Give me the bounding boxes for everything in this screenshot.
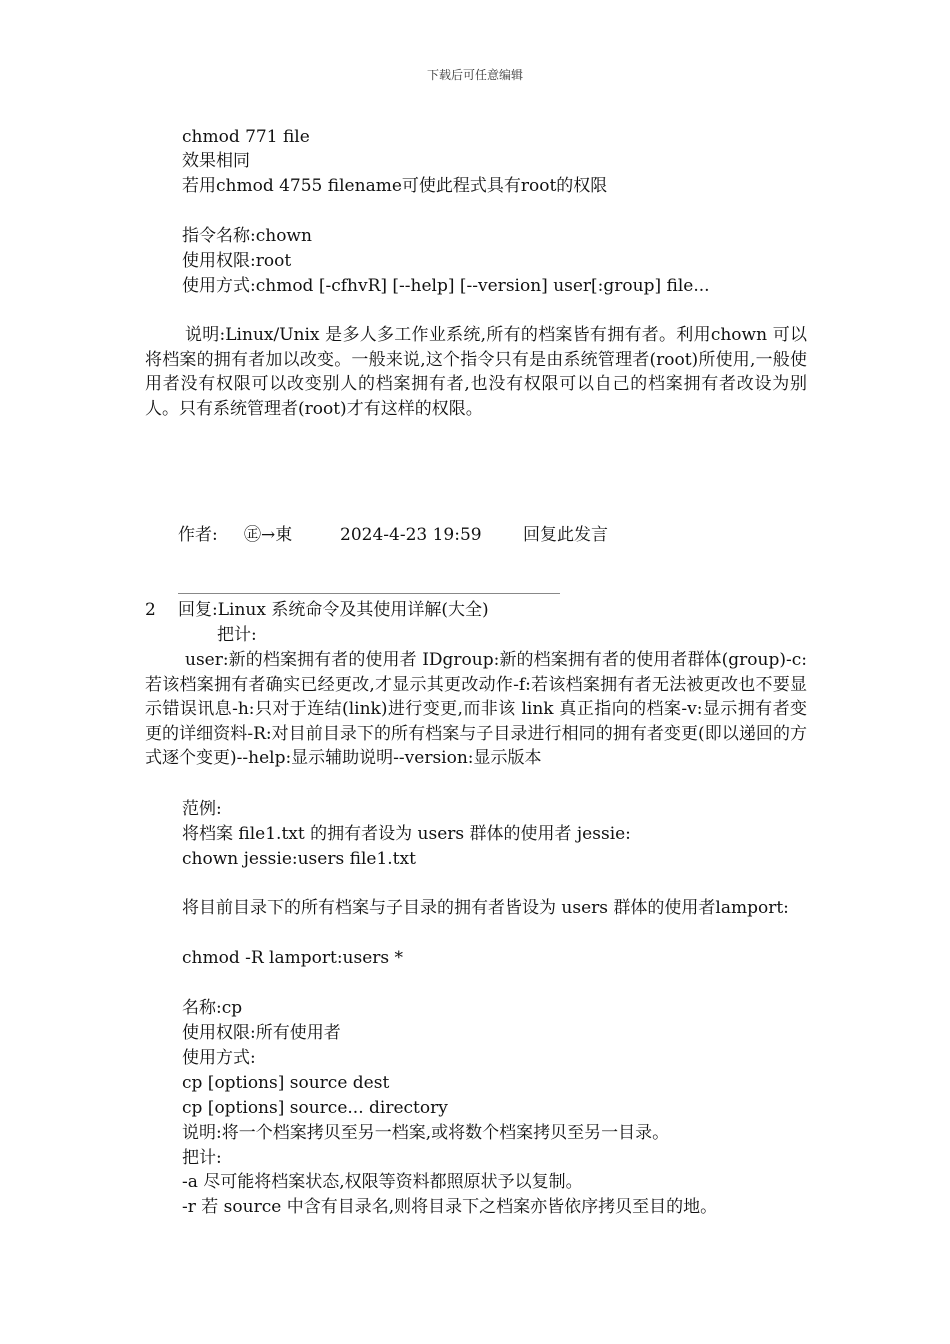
chmod-example-line: chmod 771 file bbox=[182, 127, 310, 147]
reply-number: 2 bbox=[145, 600, 156, 620]
cp-usage-2: cp [options] source... directory bbox=[182, 1098, 448, 1118]
cp-option-r: -r 若 source 中含有目录名,则将目录下之档案亦皆依序拷贝至目的地。 bbox=[182, 1197, 718, 1217]
same-effect-line: 效果相同 bbox=[182, 151, 250, 171]
example2-command: chmod -R lamport:users * bbox=[182, 948, 404, 968]
params-label: 把计: bbox=[217, 625, 257, 645]
chown-description: 说明:Linux/Unix 是多人多工作业系统,所有的档案皆有拥有者。利用chown 可以将档案的拥有者加以改变。一般来说,这个指令只有是由系统管理者(root)所使用,一般使用者没有权限可以改变别人的档案拥有者,也没有权限可以自己的档案拥有者改设为别人。只有系统管理者(root)才有这样的权限。 bbox=[145, 325, 807, 419]
reply-title: 回复:Linux 系统命令及其使用详解(大全) bbox=[178, 600, 489, 620]
example2-description: 将目前目录下的所有档案与子目录的拥有者皆设为 users 群体的使用者lamport: bbox=[182, 898, 789, 918]
page-header: 下载后可任意编辑 bbox=[426, 68, 523, 82]
cp-params-label: 把计: bbox=[182, 1148, 222, 1168]
author-name: ㊣→東 bbox=[244, 525, 293, 545]
example1-command: chown jessie:users file1.txt bbox=[182, 849, 416, 869]
post-timestamp: 2024-4-23 19:59 bbox=[340, 525, 482, 545]
reply-divider bbox=[178, 593, 560, 594]
command-name-line: 指令名称:chown bbox=[182, 226, 312, 246]
command-permission-line: 使用权限:root bbox=[182, 251, 292, 271]
author-label: 作者: bbox=[178, 525, 218, 545]
cp-usage-label: 使用方式: bbox=[182, 1048, 256, 1068]
command-usage-line: 使用方式:chmod [-cfhvR] [--help] [--version] user[:group] file... bbox=[182, 276, 710, 296]
chown-params-description: user:新的档案拥有者的使用者 IDgroup:新的档案拥有者的使用者群体(group)-c:若该档案拥有者确实已经更改,才显示其更改动作-f:若该档案拥有者无法被更改也不要显示错误讯息-h:只对于连结(link)进行变更,而非该 link 真正指向的档案-v:显示拥有者变更的详细资料-R:对目前目录下的所有档案与子目录进行相同的拥有者变更(即以递回的方式逐个变更)--help:显示辅助说明--version:显示版本 bbox=[145, 650, 807, 769]
cp-name: 名称:cp bbox=[182, 998, 243, 1018]
example1-description: 将档案 file1.txt 的拥有者设为 users 群体的使用者 jessie: bbox=[182, 824, 631, 844]
cp-usage-1: cp [options] source dest bbox=[182, 1073, 390, 1093]
reply-link[interactable]: 回复此发言 bbox=[523, 525, 608, 545]
chmod-root-line: 若用chmod 4755 filename可使此程式具有root的权限 bbox=[182, 176, 608, 196]
cp-description: 说明:将一个档案拷贝至另一档案,或将数个档案拷贝至另一目录。 bbox=[182, 1123, 670, 1143]
cp-permission: 使用权限:所有使用者 bbox=[182, 1023, 341, 1043]
example-label: 范例: bbox=[182, 799, 222, 819]
cp-option-a: -a 尽可能将档案状态,权限等资料都照原状予以复制。 bbox=[182, 1172, 583, 1192]
